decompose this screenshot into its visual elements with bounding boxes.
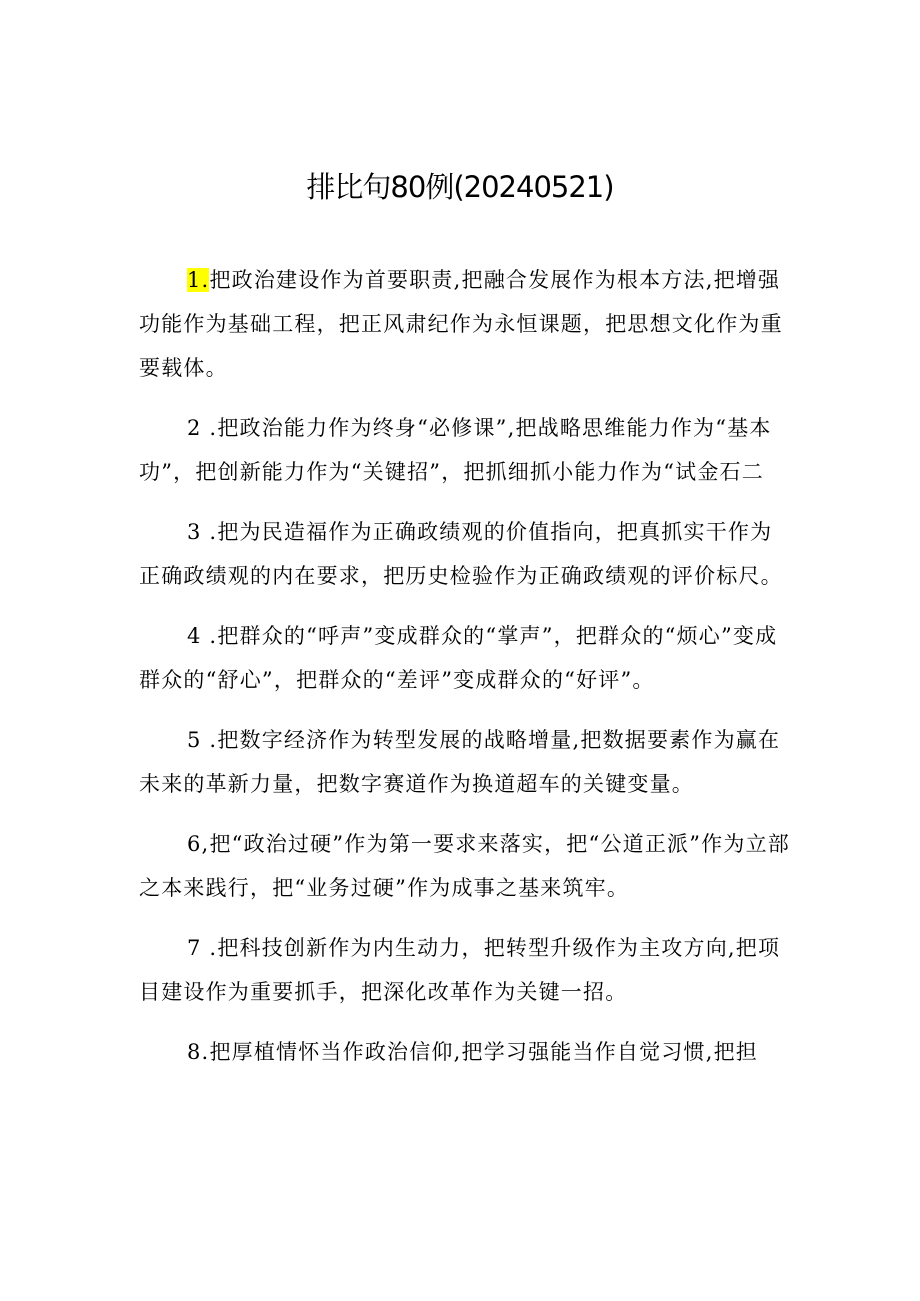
paragraph-number: 7 . <box>187 936 218 960</box>
paragraph-text: 把群众的“呼声”变成群众的“掌声”，把群众的“烦心”变成群众的“舒心”，把群众的“差评”变成群众的“好评”。 <box>139 624 778 692</box>
paragraph-1 <box>139 258 791 390</box>
paragraph-number: 8. <box>187 1040 210 1064</box>
paragraph-text: 把为民造福作为正确政绩观的价值指向，把真抓实干作为正确政绩观的内在要求，把历史检验作为正确政绩观的评价标尺。 <box>139 520 783 588</box>
paragraph-number: 4 . <box>187 624 218 648</box>
paragraph-3 <box>139 510 791 598</box>
paragraph-number: 1. <box>187 268 210 292</box>
paragraph-text: 把科技创新作为内生动力，把转型升级作为主攻方向,把项目建设作为重要抓手，把深化改革作为关键一招。 <box>139 936 781 1004</box>
paragraph-4 <box>139 614 791 702</box>
paragraph-5 <box>139 718 791 806</box>
paragraph-8 <box>139 1030 791 1074</box>
paragraph-6 <box>139 822 791 910</box>
paragraph-text: 把厚植情怀当作政治信仰,把学习强能当作自觉习惯,把担 <box>209 1040 758 1064</box>
paragraph-number: 2 . <box>187 416 218 440</box>
paragraph-text: 把政治能力作为终身“必修课”,把战略思维能力作为“基本功”，把创新能力作为“关键招”，把抓细抓小能力作为“试金石二 <box>139 416 772 484</box>
paragraph-text: 把“政治过硬”作为第一要求来落实，把“公道正派”作为立部之本来践行，把“业务过硬”作为成事之基来筑牢。 <box>139 832 790 900</box>
paragraph-number: 5 . <box>187 728 218 752</box>
document-title: 排比句80例(20240521) <box>306 170 614 204</box>
paragraph-text: 把政治建设作为首要职责,把融合发展作为根本方法,把增强功能作为基础工程，把正风肃纪作为永恒课题，把思想文化作为重要载体。 <box>139 268 783 380</box>
paragraph-text: 把数字经济作为转型发展的战略增量,把数据要素作为赢在未来的革新力量，把数字赛道作为换道超车的关键变量。 <box>139 728 781 796</box>
paragraph-number: 3 . <box>187 520 218 544</box>
document-body <box>139 258 791 1090</box>
paragraph-number: 6, <box>187 832 210 856</box>
paragraph-7 <box>139 926 791 1014</box>
paragraph-2 <box>139 406 791 494</box>
